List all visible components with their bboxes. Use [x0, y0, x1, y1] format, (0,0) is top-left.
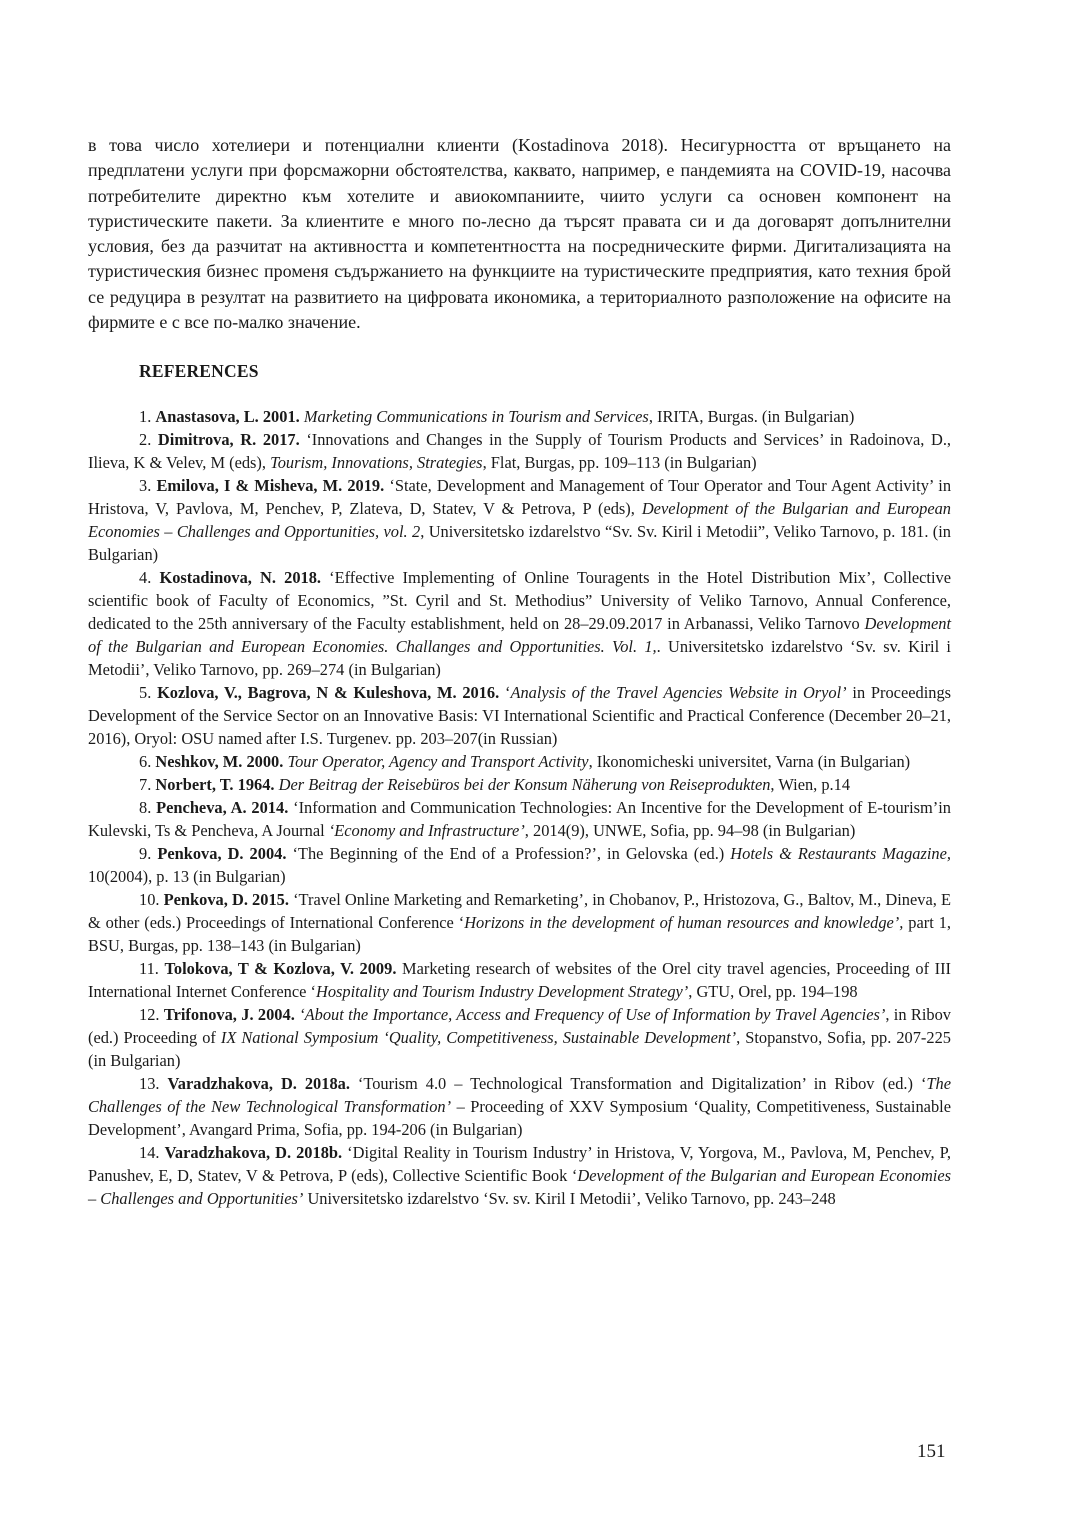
reference-item: [88, 750, 951, 773]
reference-author: Tolokova, T & Kozlova, V. 2009.: [164, 959, 397, 979]
reference-title: Development of the Bulgarian and European Economies – Challenges and Opportunities’: [88, 1166, 951, 1209]
reference-item: [88, 1003, 951, 1072]
reference-author: Kozlova, V., Bagrova, N & Kuleshova, M. 2016.: [157, 683, 500, 703]
reference-item: [88, 428, 951, 474]
reference-author: Varadzhakova, D. 2018a.: [167, 1074, 350, 1094]
reference-item: [88, 796, 951, 842]
reference-number: 2.: [139, 430, 158, 450]
reference-number: 6.: [139, 752, 156, 772]
reference-author: Kostadinova, N. 2018.: [159, 568, 322, 588]
reference-text: , GTU, Orel, pp. 194–198: [688, 982, 858, 1002]
reference-item: [88, 957, 951, 1003]
reference-text: ‘Travel Online Marketing and Remarketing’, in Chobanov, P., Hristozova, G., Baltov, M., Dineva, E & other (eds.) Proceedings of International Conference ‘: [88, 890, 952, 933]
reference-number: 3.: [139, 476, 157, 496]
reference-text: ‘: [499, 683, 511, 703]
reference-item: [88, 1141, 951, 1210]
reference-title: Development of the Bulgarian and European Economies – Challenges and Opportunities, vol. 2: [88, 499, 951, 542]
reference-title: Tour Operator, Agency and Transport Activity: [287, 752, 589, 772]
reference-number: 1.: [139, 407, 156, 427]
reference-item: [88, 405, 951, 428]
reference-number: 13.: [139, 1074, 168, 1094]
reference-text: , IRITA, Burgas. (in Bulgarian): [648, 407, 855, 427]
reference-item: [88, 1072, 951, 1141]
reference-text: ‘Innovations and Changes in the Supply of Tourism Products and Services’ in Radoinova, D., Ilieva, K & Velev, M (eds),: [88, 430, 952, 473]
reference-title: ‘About the Importance, Access and Frequency of Use of Information by Travel Agencies’: [299, 1005, 886, 1025]
reference-author: Penkova, D. 2004.: [157, 844, 287, 864]
reference-title: Hospitality and Tourism Industry Development Strategy’: [316, 982, 689, 1002]
reference-item: [88, 474, 951, 566]
reference-number: 8.: [139, 798, 157, 818]
page-content: [88, 133, 951, 1210]
reference-item: [88, 566, 951, 681]
reference-title: IX National Symposium ‘Quality, Competitiveness, Sustainable Development’: [220, 1028, 737, 1048]
reference-item: [88, 888, 951, 957]
reference-text: , Flat, Burgas, pp. 109–113 (in Bulgarian): [482, 453, 757, 473]
reference-text: ‘State, Development and Management of Tour Operator and Tour Agent Activity’ in Hristova, V, Pavlova, M, Penchev, P, Zlateva, D, Statev, V & Petrova, P (eds),: [88, 476, 952, 519]
reference-text: Marketing research of websites of the Orel city travel agencies, Proceeding of III International Internet Conference ‘: [88, 959, 951, 1002]
reference-number: 10.: [139, 890, 164, 910]
reference-title: Tourism, Innovations, Strategies: [270, 453, 483, 473]
reference-author: Penkova, D. 2015.: [163, 890, 289, 910]
reference-text: , Ikonomicheski universitet, Varna (in Bulgarian): [588, 752, 911, 772]
reference-item: [88, 773, 951, 796]
reference-text: ‘Tourism 4.0 – Technological Transformation and Digitalization’ in Ribov (ed.) ‘: [349, 1074, 927, 1094]
reference-text: ‘Information and Communication Technologies: An Incentive for the Development of E-tourism’in Kulevski, Ts & Pencheva, A Journal: [88, 798, 951, 841]
page-number: 151: [917, 1441, 946, 1462]
reference-title: Der Beitrag der Reisebüros bei der Konsum Näherung von Reiseprodukten: [278, 775, 771, 795]
reference-number: 9.: [139, 844, 158, 864]
reference-author: Pencheva, A. 2014.: [156, 798, 289, 818]
reference-author: Varadzhakova, D. 2018b.: [164, 1143, 343, 1163]
reference-text: ‘Digital Reality in Tourism Industry’ in Hristova, V, Yorgova, M., Pavlova, M, Penchev, P, Panushev, E, D, Statev, V & Petrova, P (eds), Collective Scientific Book ‘: [88, 1143, 951, 1186]
reference-text: , 2014(9), UNWE, Sofia, pp. 94–98 (in Bulgarian): [524, 821, 856, 841]
reference-text: 10(2004), p. 13 (in Bulgarian): [88, 867, 286, 887]
reference-text: , Wien, p.14: [770, 775, 851, 795]
reference-text: . Universitetsko izdarelstvo ‘Sv. sv. Kiril i Metodii’, Veliko Tarnovo, pp. 269–274 (in Bulgarian): [88, 637, 951, 680]
reference-text: , in Ribov (ed.) Proceeding of: [88, 1005, 951, 1048]
body-paragraph: в това число хотелиери и потенциални клиенти (Kostadinova 2018). Несигурността от връщането на предплатени услуги при форсмажорни обстоятелства, каквато, например, е пандемията на COVID-19, насочва потребителите директно към хотелите и авиокомпаниите, чиито услуги са основен компонент на туристическите пакети. За клиентите е много по-лесно да търсят правата си и да договарят допълнителни условия, без да разчитат на активността и компетентността на посредническите фирми. Дигитализацията на туристическия бизнес променя съдържанието на функциите на туристическите предприятия, като техния брой се редуцира в резултат на развитието на цифровата икономика, а териториалното разположение на офисите на фирмите е с все по-малко значение.: [88, 135, 951, 333]
reference-text: Universitetsko izdarelstvo ‘Sv. sv. Kiril I Metodii’, Veliko Tarnovo, pp. 243–248: [303, 1189, 836, 1209]
reference-title: ‘Economy and Infrastructure’: [328, 821, 525, 841]
reference-title: Hotels & Restaurants Magazine,: [730, 844, 952, 864]
reference-number: 7.: [139, 775, 156, 795]
reference-author: Norbert, T. 1964.: [155, 775, 275, 795]
reference-author: Dimitrova, R. 2017.: [157, 430, 300, 450]
reference-title: Marketing Communications in Tourism and Services: [303, 407, 649, 427]
reference-text: ‘The Beginning of the End of a Profession?’, in Gelovska (ed.): [286, 844, 731, 864]
references-list: [88, 405, 951, 1210]
reference-number: 5.: [139, 683, 158, 703]
reference-author: Neshkov, M. 2000.: [155, 752, 284, 772]
reference-author: Emilova, I & Misheva, M. 2019.: [156, 476, 385, 496]
reference-number: 12.: [139, 1005, 164, 1025]
reference-text: ‘Effective Implementing of Online Touragents in the Hotel Distribution Mix’, Collective scientific book of Faculty of Economics, ”St. Cyril and St. Methodius” University of Veliko Tarnovo, Annual Conference, dedicated to the 25th anniversary of the Faculty establishment, held on 28–29.09.2017 in Arbanassi, Veliko Tarnovo: [88, 568, 952, 634]
reference-author: Anastasova, L. 2001.: [155, 407, 300, 427]
reference-text: , Universitetsko izdarelstvo “Sv. Sv. Kiril i Metodii”, Veliko Tarnovo, p. 181. (in Bulgarian): [88, 522, 952, 565]
reference-title: The Challenges of the New Technological Transformation’: [88, 1074, 951, 1117]
reference-text: – Proceeding of XXV Symposium ‘Quality, Competitiveness, Sustainable Development’, Avangard Prima, Sofia, pp. 194-206 (in Bulgarian): [88, 1097, 951, 1140]
reference-item: [88, 681, 951, 750]
reference-text: , Stopanstvo, Sofia, pp. 207-225 (in Bulgarian): [88, 1028, 951, 1071]
reference-item: [88, 842, 951, 888]
reference-number: 14.: [139, 1143, 165, 1163]
reference-text: in Proceedings Development of the Service Sector on an Innovative Basis: VI International Scientific and Practical Conference (December 20–21, 2016), Oryol: OSU named after I.S. Turgenev. pp. 203–207(in Russian): [88, 683, 952, 749]
reference-title: Horizons in the development of human resources and knowledge’,: [464, 913, 904, 933]
reference-text: part 1, BSU, Burgas, pp. 138–143 (in Bulgarian): [88, 913, 951, 956]
reference-title: Analysis of the Travel Agencies Website in Oryol’: [510, 683, 847, 703]
reference-number: 11.: [139, 959, 165, 979]
reference-number: 4.: [139, 568, 160, 588]
reference-title: Development of the Bulgarian and European Economies. Challanges and Opportunities. Vol. 1,: [88, 614, 951, 657]
reference-author: Trifonova, J. 2004.: [163, 1005, 295, 1025]
references-heading: REFERENCES: [139, 361, 259, 382]
